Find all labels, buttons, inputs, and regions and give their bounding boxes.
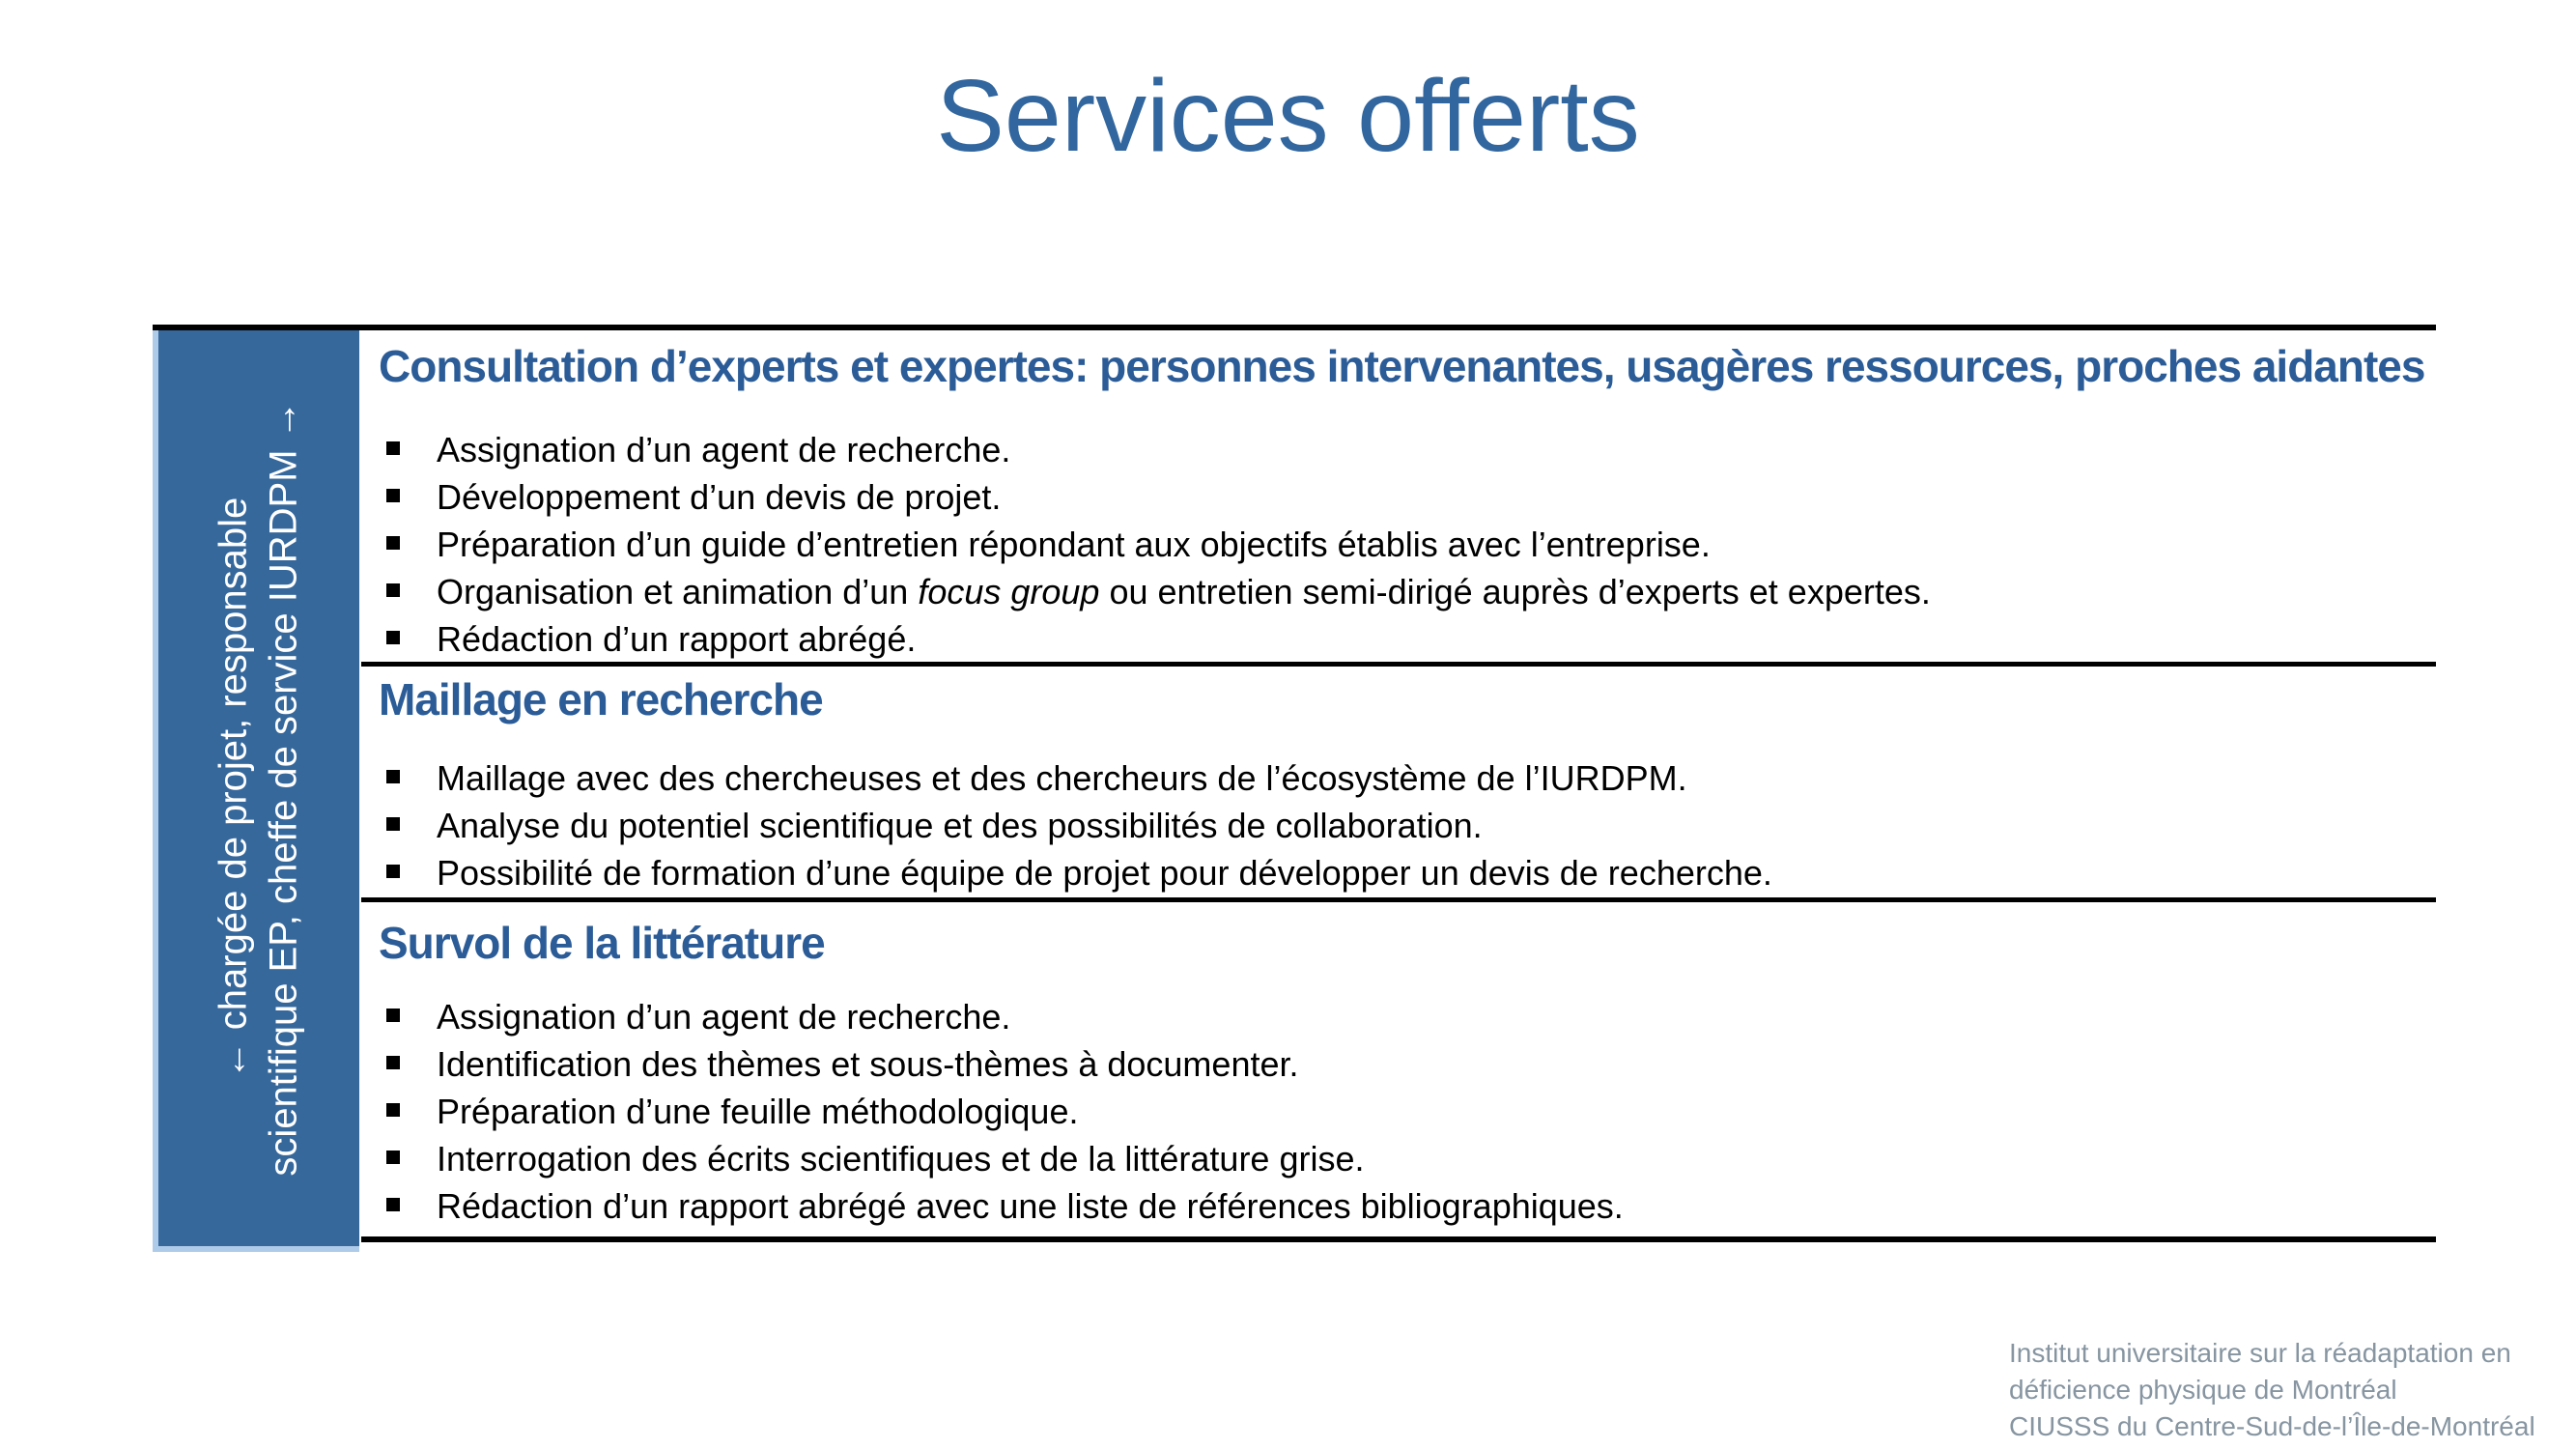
bullet-square-icon xyxy=(386,583,400,597)
bullet-square-icon xyxy=(386,1056,400,1069)
bullet-square-icon xyxy=(386,441,400,455)
section-heading-maillage: Maillage en recherche xyxy=(379,674,823,724)
list-item xyxy=(361,568,1931,615)
sidebar-rotated-text xyxy=(209,400,309,1176)
sidebar-role-band xyxy=(153,330,359,1252)
bullet-square-icon xyxy=(386,1151,400,1164)
bullet-square-icon xyxy=(386,1103,400,1117)
bullet-list-consultation xyxy=(361,426,1931,663)
table-bottom-border xyxy=(361,1236,2436,1242)
bullet-list-maillage xyxy=(361,754,1772,896)
page-title: Services offerts xyxy=(936,59,1640,173)
bullet-square-icon xyxy=(386,631,400,644)
list-item: Possibilité de formation d’une équipe de projet pour développer un devis de recherche. xyxy=(361,849,1772,896)
table-top-border xyxy=(153,325,2436,330)
footer-line-3: CIUSSS du Centre-Sud-de-l’Île-de-Montréal xyxy=(2009,1411,2535,1441)
list-item: Développement d’un devis de projet. xyxy=(361,473,1931,521)
bullet-text-post: ou entretien semi-dirigé auprès d’experts et expertes. xyxy=(1099,572,1931,611)
bullet-text-pre: Organisation et animation d’un xyxy=(437,572,919,611)
section-heading-survol: Survol de la littérature xyxy=(379,918,825,968)
bullet-square-icon xyxy=(386,1198,400,1211)
bullet-text-italic: focus group xyxy=(918,572,1100,611)
list-item: Préparation d’une feuille méthodologique. xyxy=(361,1088,1624,1135)
bullet-list-survol xyxy=(361,993,1624,1230)
bullet-square-icon xyxy=(386,1009,400,1022)
list-item: Interrogation des écrits scientifiques et de la littérature grise. xyxy=(361,1135,1624,1182)
list-item: Assignation d’un agent de recherche. xyxy=(361,993,1624,1040)
list-item: Maillage avec des chercheuses et des chercheurs de l’écosystème de l’IURDPM. xyxy=(361,754,1772,802)
list-item: Assignation d’un agent de recherche. xyxy=(361,426,1931,473)
section-divider-1 xyxy=(361,662,2436,667)
bullet-square-icon xyxy=(386,817,400,831)
list-item: Rédaction d’un rapport abrégé avec une liste de références bibliographiques. xyxy=(361,1182,1624,1230)
footer-institution xyxy=(2009,1335,2535,1445)
list-item: Analyse du potentiel scientifique et des possibilités de collaboration. xyxy=(361,802,1772,849)
bullet-square-icon xyxy=(386,865,400,878)
bullet-square-icon xyxy=(386,770,400,783)
sidebar-line-2: scientifique EP, cheffe de service IURDPM → xyxy=(263,400,306,1177)
bullet-square-icon xyxy=(386,536,400,550)
footer-line-2: déficience physique de Montréal xyxy=(2009,1375,2397,1405)
sidebar-line-1: ← chargée de projet, responsable xyxy=(212,497,256,1080)
list-item: Rédaction d’un rapport abrégé. xyxy=(361,615,1931,663)
section-divider-2 xyxy=(361,897,2436,902)
bullet-rich-text xyxy=(437,568,1931,615)
list-item: Préparation d’un guide d’entretien répondant aux objectifs établis avec l’entreprise. xyxy=(361,521,1931,568)
section-heading-consultation: Consultation d’experts et expertes: personnes intervenantes, usagères ressources, proches aidantes xyxy=(379,341,2425,391)
list-item: Identification des thèmes et sous-thèmes à documenter. xyxy=(361,1040,1624,1088)
footer-line-1: Institut universitaire sur la réadaptation en xyxy=(2009,1338,2511,1368)
bullet-square-icon xyxy=(386,489,400,502)
